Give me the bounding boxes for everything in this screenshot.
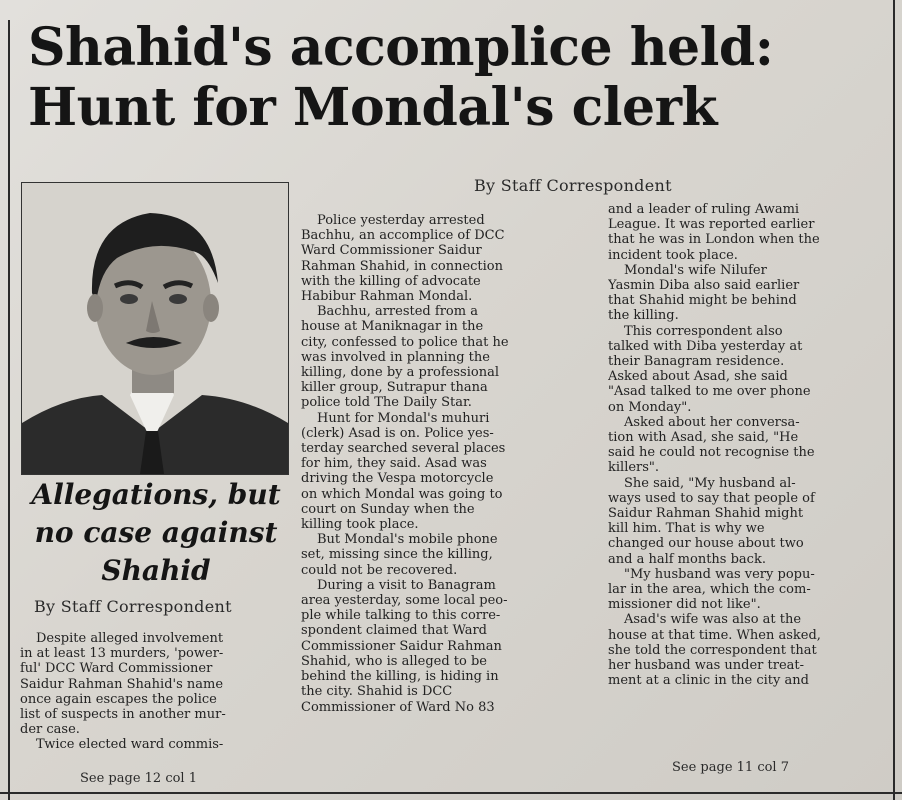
body-line: Bachhu, an accomplice of DCC — [301, 228, 505, 244]
portrait-photo-icon — [22, 183, 288, 474]
body-line: house at Maniknagar in the — [301, 319, 484, 335]
body-line: ways used to say that people of — [608, 490, 815, 506]
body-line: ful' DCC Ward Commissioner — [20, 661, 213, 677]
body-line: Rahman Shahid, in connection — [301, 258, 504, 274]
body-line: and a half months back. — [608, 551, 766, 567]
body-line: said he could not recognise the — [608, 445, 815, 461]
body-line: Commissioner Saidur Rahman — [301, 638, 502, 654]
sidebar-headline — [16, 476, 296, 590]
body-line: her husband was under treat- — [608, 658, 805, 674]
body-line: Saidur Rahman Shahid's name — [20, 676, 224, 692]
body-line: killer group, Sutrapur thana — [301, 380, 488, 396]
body-line: killers". — [608, 460, 660, 476]
sidebar-headline-line-3: Shahid — [101, 554, 211, 587]
body-line: Bachhu, arrested from a — [317, 304, 478, 320]
main-headline — [28, 18, 878, 138]
body-line: area yesterday, some local peo- — [301, 593, 508, 609]
body-line: Asked about her conversa- — [624, 414, 800, 430]
body-line: set, missing since the killing, — [301, 547, 493, 563]
body-line: she told the correspondent that — [608, 642, 817, 658]
body-line: their Banagram residence. — [608, 354, 785, 370]
body-line: ple while talking to this corre- — [301, 608, 501, 624]
body-line: kill him. That is why we — [608, 521, 765, 537]
sidebar-headline-line-2: no case against — [34, 516, 278, 549]
body-line: ment at a clinic in the city and — [608, 673, 809, 689]
main-byline: By Staff Correspondent — [474, 176, 672, 195]
body-line: for him, they said. Asad was — [301, 456, 487, 472]
body-line: behind the killing, is hiding in — [301, 669, 499, 685]
body-line: She said, "My husband al- — [624, 475, 796, 491]
body-line: and a leader of ruling Awami — [608, 202, 800, 217]
body-line: changed our house about two — [608, 536, 804, 552]
body-line: killing, done by a professional — [301, 365, 499, 381]
body-line: Yasmin Diba also said earlier — [608, 278, 800, 294]
body-line: Shahid, who is alleged to be — [301, 653, 487, 669]
headline-line-1: Shahid's accomplice held: — [28, 17, 774, 78]
body-line: missioner did not like". — [608, 597, 761, 613]
headline-line-2: Hunt for Mondal's clerk — [28, 77, 718, 138]
body-line: Habibur Rahman Mondal. — [301, 289, 473, 305]
body-line: house at that time. When asked, — [608, 627, 821, 643]
body-line: Ward Commissioner Saidur — [301, 243, 482, 259]
body-line: This correspondent also — [624, 323, 783, 339]
body-line: on Monday". — [608, 399, 692, 415]
body-line: city, confessed to police that he — [301, 334, 509, 350]
main-article-column-3 — [608, 202, 884, 689]
sidebar-body — [20, 631, 292, 753]
body-line: Commissioner of Ward No 83 — [301, 699, 495, 715]
body-line: der case. — [20, 722, 80, 738]
body-line: court on Sunday when the — [301, 501, 475, 517]
body-line: the city. Shahid is DCC — [301, 684, 453, 700]
body-line: Asked about Asad, she said — [608, 369, 788, 385]
body-line: Saidur Rahman Shahid might — [608, 506, 804, 522]
sidebar-headline-line-1: Allegations, but — [31, 478, 281, 511]
body-line: Twice elected ward commis- — [36, 737, 224, 753]
body-line: "My husband was very popu- — [624, 566, 815, 582]
main-article-continued: See page 11 col 7 — [672, 760, 789, 775]
body-line: the killing. — [608, 308, 679, 324]
page-bottom-rule — [0, 792, 902, 794]
body-line: talked with Diba yesterday at — [608, 338, 803, 354]
body-line: list of suspects in another mur- — [20, 707, 226, 723]
body-line: in at least 13 murders, 'power- — [20, 646, 224, 662]
body-line: could not be recovered. — [301, 562, 458, 578]
body-line: Hunt for Mondal's muhuri — [317, 410, 490, 426]
body-line: that he was in London when the — [608, 232, 820, 248]
main-article-column-2 — [301, 213, 589, 715]
body-line: once again escapes the police — [20, 691, 217, 707]
sidebar-continued: See page 12 col 1 — [80, 771, 197, 786]
body-line: During a visit to Banagram — [317, 577, 496, 593]
body-line: Mondal's wife Nilufer — [624, 262, 767, 278]
body-line: lar in the area, which the com- — [608, 582, 811, 598]
body-line: "Asad talked to me over phone — [608, 384, 811, 400]
portrait-photo — [21, 182, 289, 475]
body-line: was involved in planning the — [301, 349, 490, 365]
body-line: driving the Vespa motorcycle — [301, 471, 494, 487]
body-line: incident took place. — [608, 247, 738, 263]
body-line: tion with Asad, she said, "He — [608, 430, 799, 446]
body-line: Police yesterday arrested — [317, 213, 485, 228]
body-line: killing took place. — [301, 517, 419, 533]
body-line: (clerk) Asad is on. Police yes- — [301, 425, 494, 441]
body-line: spondent claimed that Ward — [301, 623, 487, 639]
body-line: on which Mondal was going to — [301, 486, 503, 502]
column-rule-left — [8, 20, 10, 800]
body-line: with the killing of advocate — [301, 273, 481, 289]
body-line: League. It was reported earlier — [608, 217, 815, 233]
body-line: police told The Daily Star. — [301, 395, 472, 411]
body-line: that Shahid might be behind — [608, 293, 797, 309]
body-line: terday searched several places — [301, 441, 506, 457]
body-line: Despite alleged involvement — [36, 631, 224, 646]
sidebar-byline: By Staff Correspondent — [34, 597, 232, 616]
body-line: Asad's wife was also at the — [624, 612, 802, 628]
column-rule-right — [893, 0, 895, 800]
body-line: But Mondal's mobile phone — [317, 532, 498, 548]
